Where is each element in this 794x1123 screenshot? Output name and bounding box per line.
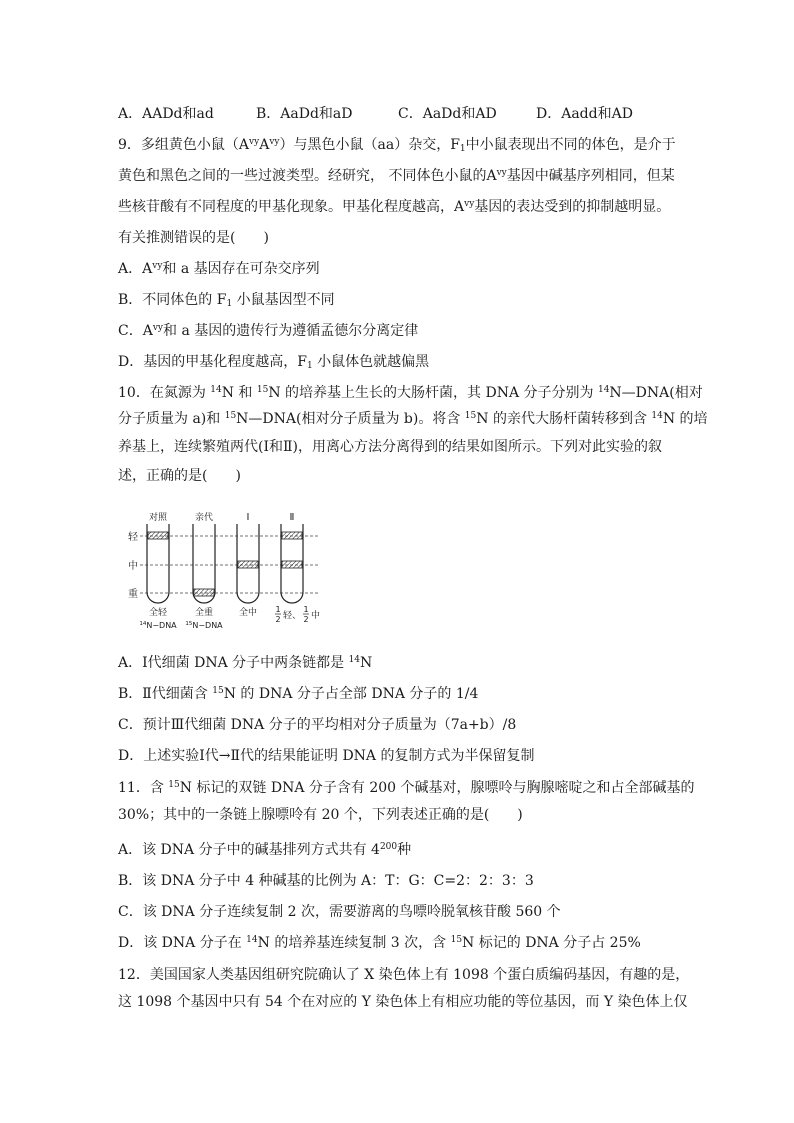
q10-stem-line-3: 养基上，连续繁殖两代(Ⅰ和Ⅱ)，用离心方法分离得到的结果如图所示。下列对此实验的叙 (118, 439, 662, 455)
q9-option-b: B．不同体色的 $F_1$ 小鼠基因型不同 (118, 292, 335, 309)
q12-stem-line-2: 这 1098 个基因中只有 54 个在对应的 Y 染色体上有相应功能的等位基因，而 Y 染色体上仅 (118, 994, 688, 1010)
q10-stem-line-2: 分子质量为 a)和 $^{15}$N—DNA(相对分子质量为 b)。将含 $^{15}$N 的亲代大肠杆菌转移到含 $^{14}$N 的培 (118, 411, 708, 427)
tube-label-parent: 亲代 (194, 513, 214, 523)
q12-stem-line-1: 12．美国国家人类基因组研究院确认了 X 染色体上有 1098 个蛋白质编码基因，有趣的是， (118, 967, 690, 983)
q9-stem-line-4: 有关推测错误的是( ) (118, 230, 269, 246)
q11-stem-line-2: 30%；其中的一条链上腺嘌呤有 20 个，下列表述正确的是( ) (118, 807, 523, 823)
q11-option-a: A．该 DNA 分子中的碱基排列方式共有 $4^{200}$种 (118, 842, 412, 858)
q10-option-d: D．上述实验Ⅰ代→Ⅱ代的结果能证明 DNA 的复制方式为半保留复制 (118, 748, 535, 764)
band-control-light (148, 532, 168, 539)
tube-label-control: 对照 (148, 513, 168, 523)
band-gen2-middle (282, 561, 302, 568)
q10-stem-line-1: 10．在氮源为 $^{14}$N 和 $^{15}$N 的培养基上生长的大肠杆菌，其 DNA 分子分别为 $^{14}$N—DNA(相对 (118, 385, 703, 401)
q8-option-c: C．AaDd和AD (398, 106, 497, 122)
band-gen1-middle (238, 561, 258, 568)
q11-stem-line-1: 11．含 $^{15}$N 标记的双链 DNA 分子含有 200 个碱基对，腺嘌呤与胸腺嘧啶之和占全部碱基的 (118, 780, 695, 796)
level-label-light: 轻 (128, 532, 138, 543)
q9-option-c: C．$A^{vy}$和 a 基因的遗传行为遵循孟德尔分离定律 (118, 323, 419, 339)
tube-label-gen2: Ⅱ (289, 512, 295, 523)
bottom-sublabel-control: $^{14}$N−DNA (139, 621, 177, 630)
q9-stem-line-1: 9．多组黄色小鼠$(A^{vy}A^{vy})$与黑色小鼠（aa）杂交，$F_1$中小鼠表现出不同的体色，是介于 (118, 137, 676, 154)
level-label-middle: 中 (128, 561, 138, 572)
q9-stem-line-3: 些核苷酸有不同程度的甲基化现象。甲基化程度越高，$A^{vy}$基因的表达受到的抑制越明显。 (118, 199, 671, 215)
bottom-sublabel-parent: $^{15}$N−DNA (185, 621, 223, 630)
bottom-label-parent: 全重 (194, 608, 214, 618)
centrifuge-tubes-figure (128, 508, 328, 633)
svg-text:2: 2 (275, 615, 281, 624)
q10-option-b: B．Ⅱ代细菌含 $^{15}$N 的 DNA 分子占全部 DNA 分子的 1/4 (118, 686, 479, 702)
svg-text:轻、: 轻、 (283, 611, 302, 621)
q11-option-b: B．该 DNA 分子中 4 种碱基的比例为 A：T：G：C=2：2：3：3 (118, 873, 534, 889)
q9-stem-line-2: 黄色和黑色之间的一些过渡类型。经研究， 不同体色小鼠的$A^{vy}$基因中碱基序列相同，但某 (118, 168, 675, 184)
bottom-label-gen1: 全中 (238, 608, 258, 618)
q9-option-a: A．$A^{vy}$和 a 基因存在可杂交序列 (118, 261, 320, 277)
q10-option-c: C．预计Ⅲ代细菌 DNA 分子的平均相对分子质量为（7a+b）/8 (118, 717, 517, 733)
band-parent-heavy (194, 589, 214, 596)
tube-label-gen1: Ⅰ (246, 512, 250, 523)
q11-option-c: C．该 DNA 分子连续复制 2 次，需要游离的鸟嘌呤脱氧核苷酸 560 个 (118, 904, 561, 920)
bottom-label-control: 全轻 (148, 608, 168, 618)
q10-option-a: A．Ⅰ代细菌 DNA 分子中两条链都是 $^{14}$N (118, 655, 373, 671)
q11-option-d: D．该 DNA 分子在 $^{14}$N 的培养基连续复制 3 次，含 $^{15}$N 标记的 DNA 分子占 25% (118, 935, 641, 951)
bottom-label-gen2 (275, 605, 320, 624)
q8-option-b: B．AaDd和aD (256, 106, 353, 122)
q8-option-d: D．Aadd和AD (536, 106, 633, 122)
svg-text:2: 2 (303, 615, 309, 624)
q8-option-a: A．AADd和ad (118, 106, 214, 122)
svg-text:1: 1 (303, 605, 309, 614)
q9-option-d: D．基因的甲基化程度越高，$F_1$ 小鼠体色就越偏黑 (118, 354, 430, 371)
band-gen2-light (282, 532, 302, 539)
level-label-heavy: 重 (128, 589, 138, 600)
q10-stem-line-4: 述，正确的是( ) (118, 468, 241, 484)
svg-text:中: 中 (311, 611, 321, 621)
svg-text:1: 1 (275, 605, 281, 614)
